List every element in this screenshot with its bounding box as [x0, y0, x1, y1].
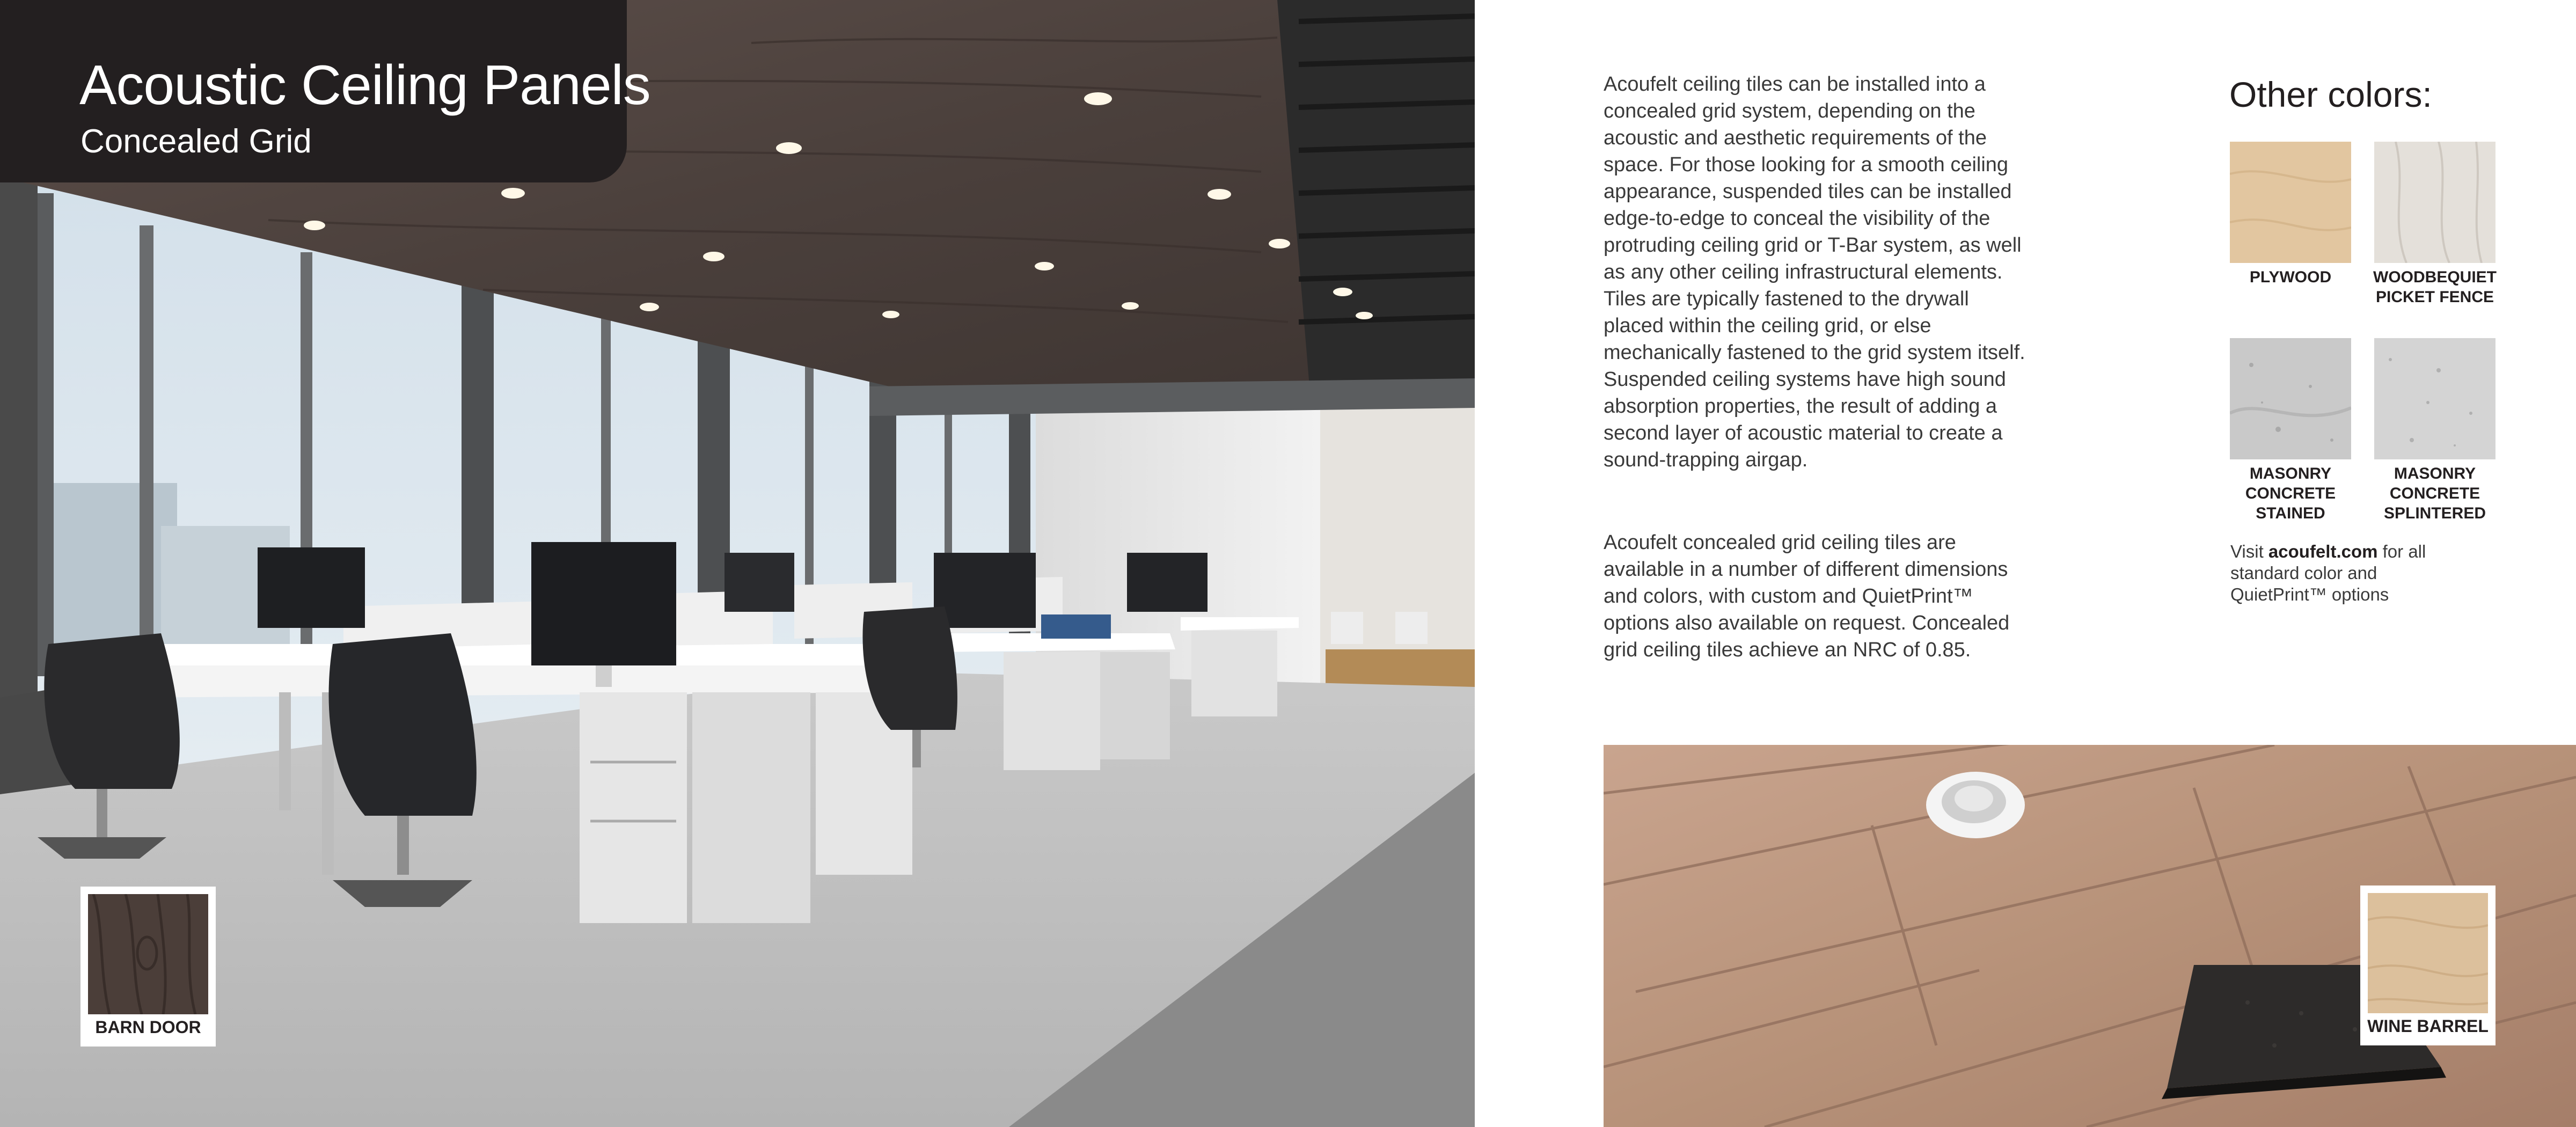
wine-barrel-label: WINE BARREL: [2367, 1016, 2489, 1036]
acoufelt-link[interactable]: acoufelt.com: [2268, 541, 2378, 561]
barn-door-swatch: [88, 894, 208, 1014]
picket-fence-swatch: [2374, 142, 2496, 263]
picket-fence-label: WOODBEQUIET PICKET FENCE: [2373, 268, 2497, 306]
barn-door-label: BARN DOOR: [95, 1018, 201, 1037]
concrete-splintered-swatch: [2374, 338, 2496, 459]
page-subtitle: Concealed Grid: [80, 123, 312, 160]
visit-note: [2230, 541, 2467, 605]
plywood-label: PLYWOOD: [2249, 268, 2332, 286]
title-block: [0, 0, 650, 182]
concrete-stained-swatch: [2230, 338, 2351, 459]
barn-door-swatch-card: [80, 887, 216, 1046]
visit-suffix: for all standard color and QuietPrint™ options: [2230, 541, 2426, 604]
body-paragraph-1: Acoufelt ceiling tiles can be installed into a concealed grid system, depending on the acoustic and aesthetic requirements of the space. For those looking for a smooth ceiling appearance, suspended tiles can be installed edge-to-edge to conceal the visibility of the protruding ceiling grid or T-Bar system, as well as any other ceiling infrastructural elements. Tiles are typically fastened to the drywall placed within the ceiling grid, or else mechanically fastened to the grid system itself. Suspended ceiling systems have high sound absorption properties, the result of adding a second layer of acoustic material to create a sound-trapping airgap.: [1604, 73, 2025, 471]
concrete-splintered-label: MASONRY CONCRETE SPLINTERED: [2383, 465, 2486, 522]
page-title: Acoustic Ceiling Panels: [79, 54, 650, 116]
body-paragraph-2: Acoufelt concealed grid ceiling tiles are available in a number of different dimensions and colors, with custom and QuietPrint™ options also available on request. Concealed grid ceiling tiles achieve an NRC of 0.85.: [1604, 531, 2010, 661]
plywood-swatch: [2230, 142, 2351, 263]
visit-prefix: Visit: [2230, 541, 2268, 561]
wine-barrel-swatch-card: [2360, 885, 2496, 1045]
wine-barrel-swatch: [2368, 893, 2488, 1013]
other-colors-title: Other colors:: [2229, 75, 2432, 114]
concrete-stained-label: MASONRY CONCRETE STAINED: [2245, 465, 2336, 522]
